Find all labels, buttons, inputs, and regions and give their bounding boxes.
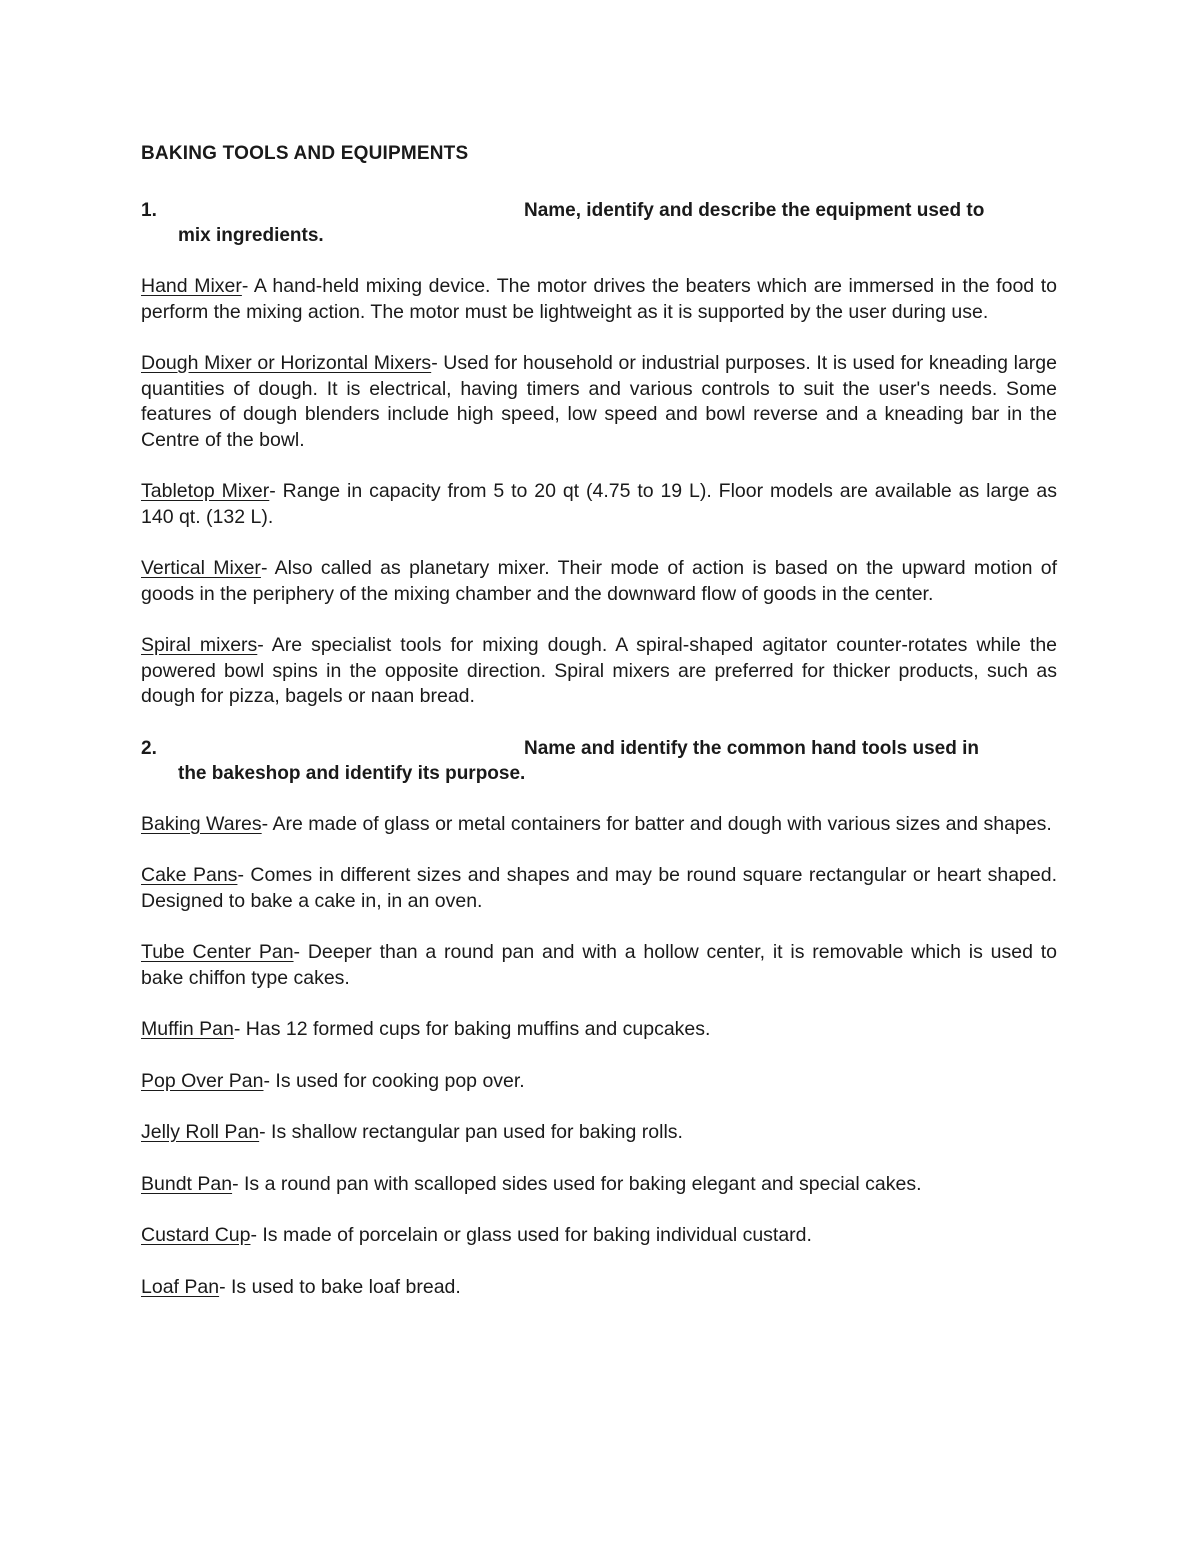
term-jelly-roll-pan: Jelly Roll Pan [141, 1121, 260, 1143]
entry-tube-center-pan [141, 940, 1057, 991]
desc-custard-cup: - Is made of porcelain or glass used for baking individual custard. [250, 1224, 812, 1246]
document-title: BAKING TOOLS AND EQUIPMENTS [141, 143, 469, 164]
desc-hand-mixer: - A hand-held mixing device. The motor drives the beaters which are immersed in the food to perform the mixing action. The motor must be lightweight as it is supported by the user during use. [141, 275, 1057, 323]
question-1-text-first: Name, identify and describe the equipment used to [524, 200, 985, 221]
entry-custard-cup [141, 1223, 1057, 1249]
term-custard-cup: Custard Cup [141, 1224, 251, 1246]
entry-spiral-mixers [141, 633, 1057, 710]
question-1-heading [141, 198, 1057, 248]
entry-pop-over-pan [141, 1069, 1057, 1095]
desc-jelly-roll-pan: - Is shallow rectangular pan used for baking rolls. [259, 1121, 683, 1143]
question-2-number: 2. [141, 737, 157, 759]
document-body [141, 140, 1057, 1300]
entry-bundt-pan [141, 1172, 1057, 1198]
question-1-text-rest: mix ingredients. [178, 225, 324, 246]
term-hand-mixer: Hand Mixer [141, 275, 242, 297]
term-muffin-pan: Muffin Pan [141, 1018, 234, 1040]
term-bundt-pan: Bundt Pan [141, 1172, 233, 1195]
desc-dough-mixer: - Used for household or industrial purposes. It is used for kneading large quantities of dough. It is electrical, having timers and various controls to suit the user's needs. Some features of dough blenders include high speed, low speed and bowl reverse and a kneading bar in the Centre of the bowl. [141, 352, 1057, 451]
desc-tabletop-mixer: - Range in capacity from 5 to 20 qt (4.75 to 19 L). Floor models are available as large as 140 qt. (132 L). [141, 480, 1057, 528]
term-pop-over-pan: Pop Over Pan [141, 1069, 264, 1092]
entry-muffin-pan [141, 1017, 1057, 1043]
desc-muffin-pan: - Has 12 formed cups for baking muffins and cupcakes. [233, 1018, 711, 1040]
desc-loaf-pan: - Is used to bake loaf bread. [219, 1275, 461, 1298]
question-2-text-first: Name and identify the common hand tools used in [524, 737, 979, 759]
desc-cake-pans: - Comes in different sizes and shapes and may be round square rectangular or heart shaped. Designed to bake a cake in, in an oven. [141, 864, 1057, 912]
desc-bundt-pan: - Is a round pan with scalloped sides used for baking elegant and special cakes. [232, 1172, 922, 1195]
desc-vertical-mixer: - Also called as planetary mixer. Their mode of action is based on the upward motion of goods in the periphery of the mixing chamber and the downward flow of goods in the center. [141, 557, 1058, 605]
term-baking-wares: Baking Wares [141, 812, 262, 835]
entry-jelly-roll-pan [141, 1120, 1057, 1146]
entry-vertical-mixer [141, 556, 1057, 607]
question-2-heading [141, 736, 1057, 786]
desc-spiral-mixers: - Are specialist tools for mixing dough. A spiral-shaped agitator counter-rotates while the powered bowl spins in the opposite direction. Spiral mixers are preferred for thicker products, such as dough for pizza, bagels or naan bread. [141, 634, 1058, 707]
desc-pop-over-pan: - Is used for cooking pop over. [263, 1069, 525, 1092]
term-tabletop-mixer: Tabletop Mixer [141, 480, 270, 502]
term-cake-pans: Cake Pans [141, 864, 238, 886]
term-spiral-mixers: Spiral mixers [141, 634, 258, 656]
term-dough-mixer: Dough Mixer or Horizontal Mixers [141, 352, 432, 374]
entry-loaf-pan [141, 1275, 1057, 1301]
entry-hand-mixer [141, 274, 1057, 325]
term-tube-center-pan: Tube Center Pan [141, 941, 294, 963]
question-1-number: 1. [141, 200, 157, 221]
entry-dough-mixer [141, 351, 1057, 453]
entry-cake-pans [141, 863, 1057, 914]
desc-baking-wares: - Are made of glass or metal containers for batter and dough with various sizes and shapes. [261, 812, 1052, 835]
entry-tabletop-mixer [141, 479, 1057, 530]
term-loaf-pan: Loaf Pan [141, 1275, 220, 1298]
entry-baking-wares [141, 812, 1057, 838]
desc-tube-center-pan: - Deeper than a round pan and with a hollow center, it is removable which is used to bake chiffon type cakes. [141, 941, 1057, 989]
question-2-text-rest: the bakeshop and identify its purpose. [178, 762, 526, 784]
term-vertical-mixer: Vertical Mixer [141, 557, 261, 579]
